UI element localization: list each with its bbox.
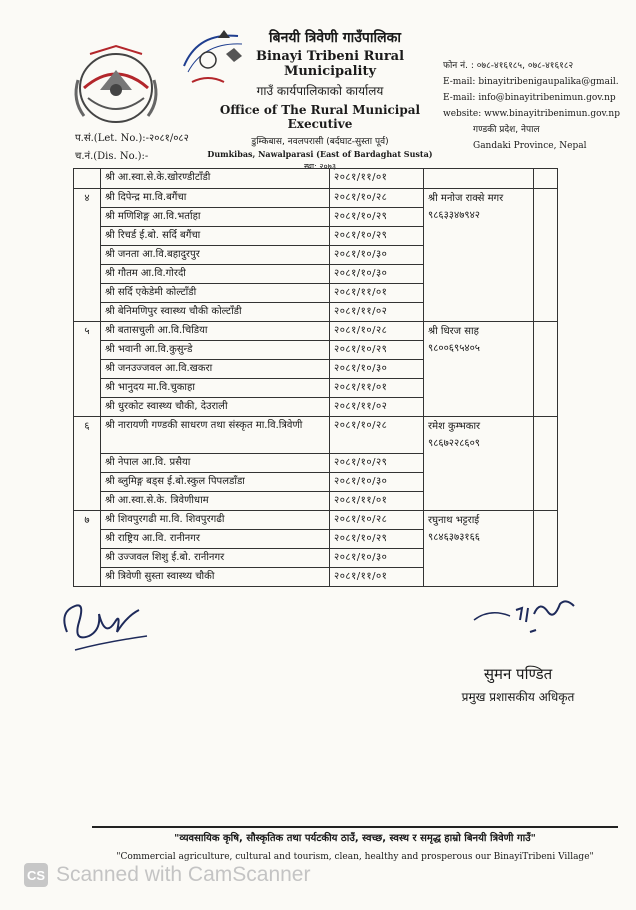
- institution-cell: श्री धुरकोट स्वास्थ्य चौकी, देउराली: [101, 398, 330, 417]
- contact-block: [443, 58, 636, 154]
- group-number-cell: ४: [74, 189, 101, 322]
- institution-cell: श्री शिवपुरगढी मा.वि. शिवपुरगढी: [101, 511, 330, 530]
- institution-cell: श्री सर्दि एकेडेमी कोल्टाँडी: [101, 284, 330, 303]
- website: website: www.binayitribenimun.gov.np: [443, 109, 620, 119]
- institution-cell: श्री गौतम आ.वि.गोरदी: [101, 265, 330, 284]
- officer-title: प्रमुख प्रशासकीय अधिकृत: [461, 690, 575, 704]
- institution-cell: श्री आ.स्वा.से.के.खोरण्डीटाँडी: [101, 169, 330, 189]
- date-cell: २०८१/१०/३०: [330, 360, 424, 379]
- handwritten-signature-right: [470, 590, 580, 636]
- institution-cell: श्री ब्लुमिङ्ग बड्स ई.बो.स्कुल पिपलडाँडा: [101, 473, 330, 492]
- date-cell: २०८१/१०/२९: [330, 227, 424, 246]
- date-cell: २०८१/१०/३०: [330, 549, 424, 568]
- date-cell: २०८१/१०/२८: [330, 417, 424, 454]
- province-en: Gandaki Province, Nepal: [473, 141, 587, 151]
- institution-cell: श्री जनता आ.वि.बहादुरपुर: [101, 246, 330, 265]
- group-number-cell: [74, 169, 101, 189]
- group-number-cell: ५: [74, 322, 101, 417]
- institution-cell: श्री बेनिमणिपुर स्वास्थ्य चौकी कोल्टाँडी: [101, 303, 330, 322]
- handwritten-signature-left: [55, 592, 155, 662]
- institution-cell: श्री राष्ट्रिय आ.वि. रानीनगर: [101, 530, 330, 549]
- officer-name: सुमन पण्डित: [483, 665, 553, 683]
- institution-cell: श्री बतासचुली आ.वि.चिडिया: [101, 322, 330, 341]
- letter-number: प.सं.(Let. No.):-२०८१/०८२: [75, 133, 189, 144]
- remarks-cell: [534, 189, 558, 322]
- dispatch-number: च.नं.(Dis. No.):-: [75, 151, 149, 162]
- office-name-np: गाउँ कार्यपालिकाको कार्यालय: [256, 84, 384, 98]
- institution-cell: श्री नारायणी गण्डकी साधरण तथा संस्कृत मा.वि.त्रिवेणी: [101, 417, 330, 454]
- date-cell: २०८१/१०/२९: [330, 530, 424, 549]
- signatory-block: [448, 664, 588, 705]
- remarks-cell: [534, 169, 558, 189]
- remarks-cell: [534, 322, 558, 417]
- reference-numbers: [75, 130, 189, 166]
- camscanner-logo-icon: CS: [24, 863, 48, 887]
- coordinator-contact-cell: [424, 169, 534, 189]
- institution-cell: श्री भवानी आ.वि.कुसुन्डे: [101, 341, 330, 360]
- date-cell: २०८१/१०/२८: [330, 189, 424, 208]
- phone-numbers: फोन नं. : ०७८-४१६१८५, ०७८-४१६१८२: [443, 61, 574, 71]
- municipality-name-np: बिनयी त्रिवेणी गाउँपालिका: [268, 30, 402, 46]
- group-number-cell: ६: [74, 417, 101, 511]
- slogan-english: "Commercial agriculture, cultural and tourism, clean, healthy and prosperous our BinayiTribeni Village": [116, 852, 594, 862]
- date-cell: २०८१/११/०१: [330, 379, 424, 398]
- coordinator-contact-cell: रमेश कुम्भकार ९८६७२२८६०९: [424, 417, 534, 511]
- province-np: गण्डकी प्रदेश, नेपाल: [473, 125, 540, 135]
- date-cell: २०८१/१०/२८: [330, 511, 424, 530]
- table-row: [74, 417, 558, 454]
- date-cell: २०८१/१०/२९: [330, 454, 424, 473]
- address-np: डुम्किबास, नवलपरासी (बर्दघाट-सुस्ता पूर्व): [251, 137, 389, 147]
- date-cell: २०८१/१०/२९: [330, 208, 424, 227]
- date-cell: २०८१/११/०२: [330, 398, 424, 417]
- municipality-name-en: Binayi Tribeni Rural Municipality: [255, 49, 405, 79]
- camscanner-watermark: [24, 860, 310, 890]
- coordinator-contact-cell: श्री धिरज साह ९८००६९५४०५: [424, 322, 534, 417]
- institution-cell: श्री उज्जवल शिशु ई.बो. रानीनगर: [101, 549, 330, 568]
- office-name-en: Office of The Rural Municipal Executive: [219, 103, 421, 131]
- date-cell: २०८१/१०/२८: [330, 322, 424, 341]
- footer-divider: [92, 826, 618, 828]
- email-secondary: E-mail: info@binayitribenimun.gov.np: [443, 93, 616, 103]
- institution-cell: श्री आ.स्वा.से.के. त्रिवेणीधाम: [101, 492, 330, 511]
- date-cell: २०८१/११/०२: [330, 303, 424, 322]
- table-row: [74, 511, 558, 530]
- date-cell: २०८१/११/०१: [330, 284, 424, 303]
- institution-cell: श्री नेपाल आ.वि. प्रसैया: [101, 454, 330, 473]
- institution-cell: श्री रिचर्ड ई.बो. सर्दि बगैंचा: [101, 227, 330, 246]
- table-row: [74, 189, 558, 208]
- institution-cell: श्री दिपेन्द्र मा.वि.बगैंचा: [101, 189, 330, 208]
- institution-cell: श्री भानुदय मा.वि.चुकाहा: [101, 379, 330, 398]
- date-cell: २०८१/१०/३०: [330, 265, 424, 284]
- remarks-cell: [534, 511, 558, 587]
- slogan-nepali: "व्यवसायिक कृषि, सौस्कृतिक तथा पर्यटकीय ठाउँ, स्वच्छ, स्वस्थ र समृद्ध हाम्रो बिनयी त्रिवेणी गाउँ": [174, 833, 536, 844]
- address-en: Dumkibas, Nawalparasi (East of Bardaghat Susta): [207, 149, 433, 159]
- coordinator-contact-cell: रघुनाथ भट्टराई ९८४६३७३१६६: [424, 511, 534, 587]
- email-primary: E-mail: binayitribenigaupalika@gmail.: [443, 77, 619, 87]
- group-number-cell: ७: [74, 511, 101, 587]
- established-year: स्था: २०७३: [303, 162, 336, 171]
- date-cell: २०८१/१०/३०: [330, 246, 424, 265]
- schedule-table: [73, 168, 558, 587]
- date-cell: २०८१/१०/२९: [330, 341, 424, 360]
- institution-cell: श्री जनउज्जवल आ.वि.खकरा: [101, 360, 330, 379]
- date-cell: २०८१/११/०१: [330, 492, 424, 511]
- date-cell: २०८१/११/०१: [330, 568, 424, 587]
- institution-cell: श्री मणिशिङ्ग आ.वि.भर्ताहा: [101, 208, 330, 227]
- institution-cell: श्री त्रिवेणी सुस्ता स्वास्थ्य चौकी: [101, 568, 330, 587]
- table-row: [74, 322, 558, 341]
- date-cell: २०८१/११/०१: [330, 169, 424, 189]
- date-cell: २०८१/१०/३०: [330, 473, 424, 492]
- coordinator-contact-cell: श्री मनोज राक्से मगर ९८६३३४७९४२: [424, 189, 534, 322]
- remarks-cell: [534, 417, 558, 511]
- table-row: [74, 169, 558, 189]
- camscanner-text: Scanned with CamScanner: [56, 863, 311, 886]
- nepal-emblem-icon: [70, 40, 162, 128]
